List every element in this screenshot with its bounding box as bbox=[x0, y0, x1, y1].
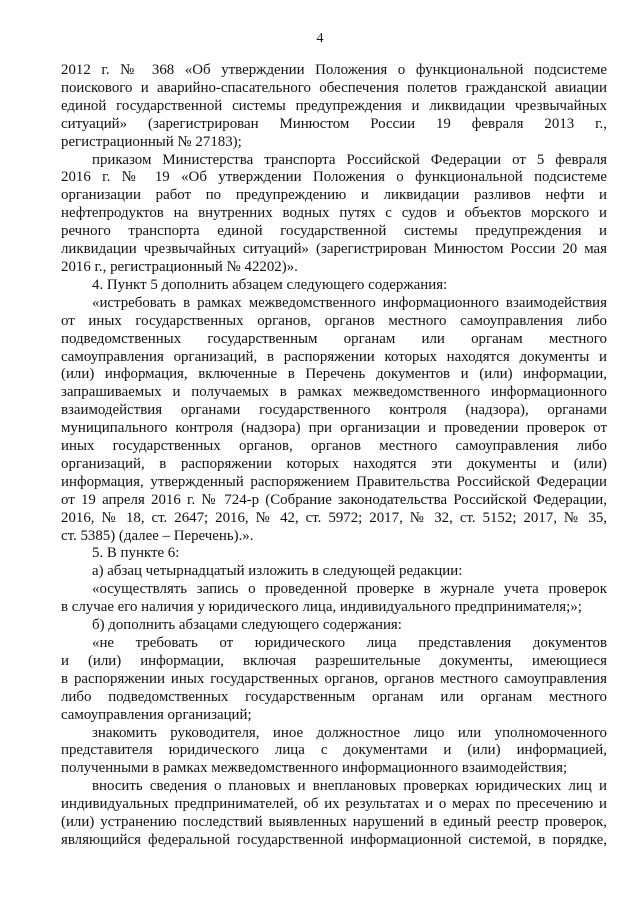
text-line: ситуаций» (зарегистрирован Минюстом России 19 февраля 2013 г., bbox=[61, 115, 607, 132]
paragraph-register-clause bbox=[61, 778, 607, 850]
text-line: 2016 г. № 19 «Об утверждении Положения о функциональной подсистеме bbox=[61, 169, 607, 186]
text-line: в случае его наличия у юридического лица, индивидуального предпринимателя;»; bbox=[61, 599, 582, 616]
text-line: и (или) информации, включая разрешительные документы, имеющиеся bbox=[61, 652, 607, 669]
text-line: 5. В пункте 6: bbox=[92, 545, 180, 562]
page-number: 4 bbox=[316, 31, 324, 46]
text-line: взаимодействия органами государственного контроля (надзора), органами bbox=[61, 402, 607, 419]
paragraph-request-clause bbox=[61, 295, 607, 546]
text-line: «осуществлять запись о проведенной проверке в журнале учета проверок bbox=[92, 581, 607, 598]
text-line: организаций, в распоряжении которых находятся эти документы и (или) bbox=[61, 455, 607, 472]
text-line: индивидуальных предпринимателей, об их результатах и о мерах по пресечению и bbox=[61, 796, 607, 813]
text-line: полученными в рамках межведомственного информационного взаимодействия; bbox=[61, 760, 568, 777]
text-line: представителя юридического лица с документами и (или) информацией, bbox=[61, 742, 607, 759]
text-line: от 19 апреля 2016 г. № 724-р (Собрание законодательства Российской Федерации, bbox=[61, 491, 607, 508]
paragraph-item-4 bbox=[61, 277, 607, 295]
text-line: самоуправления организаций; bbox=[61, 706, 252, 723]
text-line: приказом Министерства транспорта Российской Федерации от 5 февраля bbox=[92, 151, 607, 168]
text-line: б) дополнить абзацами следующего содержания: bbox=[92, 617, 402, 634]
text-line: являющийся федеральной государственной информационной системой, в порядке, bbox=[61, 831, 607, 848]
text-line: иных государственных органов, органов местного самоуправления либо bbox=[61, 438, 607, 455]
text-line: «истребовать в рамках межведомственного информационного взаимодействия bbox=[92, 294, 607, 311]
text-line: поискового и аварийно-спасательного обеспечения полетов гражданской авиации bbox=[61, 79, 607, 96]
paragraph-subitem-a bbox=[61, 563, 607, 581]
paragraph-order-mintrans bbox=[61, 152, 607, 277]
body-text bbox=[61, 62, 607, 850]
text-line: в распоряжении иных государственных органов, органов местного самоуправления bbox=[61, 670, 607, 687]
text-line: а) абзац четырнадцатый изложить в следующей редакции: bbox=[92, 563, 463, 580]
text-line: информация, утвержденный распоряжением Правительства Российской Федерации bbox=[61, 473, 607, 490]
text-line: «не требовать от юридического лица представления документов bbox=[92, 635, 607, 651]
text-line: 2012 г. № 368 «Об утверждении Положения о функциональной подсистеме bbox=[61, 62, 607, 78]
paragraph-record-clause bbox=[61, 581, 607, 617]
text-line: самоуправления организаций, в распоряжении которых находятся документы и bbox=[61, 348, 607, 365]
text-line: регистрационный № 27183); bbox=[61, 133, 242, 150]
text-line: от иных государственных органов, органов местного самоуправления либо bbox=[61, 312, 607, 329]
text-line: запрашиваемых и получаемых в рамках межведомственного информационного bbox=[61, 384, 607, 401]
text-line: знакомить руководителя, иное должностное лицо или уполномоченного bbox=[92, 724, 607, 741]
text-line: речного транспорта единой государственной системы предупреждения и bbox=[61, 223, 607, 240]
text-line: ликвидации чрезвычайных ситуаций» (зарегистрирован Минюстом России 20 мая bbox=[61, 241, 607, 258]
text-line: 2016 г., регистрационный № 42202)». bbox=[61, 258, 298, 275]
text-line: муниципального контроля (надзора) при организации и проведении проверок от bbox=[61, 420, 607, 437]
text-line: ст. 5385) (далее – Перечень).». bbox=[61, 527, 254, 544]
text-line: подведомственных государственным органам или органам местного bbox=[61, 330, 607, 347]
paragraph-acquaint-clause bbox=[61, 725, 607, 779]
paragraph-continuation-order-368 bbox=[61, 62, 607, 152]
text-line: 2016, № 18, ст. 2647; 2016, № 42, ст. 5972; 2017, № 32, ст. 5152; 2017, № 35, bbox=[61, 509, 607, 526]
paragraph-item-5 bbox=[61, 545, 607, 563]
text-line: вносить сведения о плановых и внеплановых проверках юридических лиц и bbox=[92, 778, 607, 795]
text-line: нефтепродуктов на внутренних водных путях с судов и объектов морского и bbox=[61, 205, 607, 222]
paragraph-no-require-clause bbox=[61, 635, 607, 725]
text-line: (или) информация, включенные в Перечень документов и (или) информации, bbox=[61, 366, 607, 383]
text-line: 4. Пункт 5 дополнить абзацем следующего содержания: bbox=[92, 276, 448, 293]
text-line: либо подведомственных государственным органам или органам местного bbox=[61, 688, 607, 705]
text-line: единой государственной системы предупреждения и ликвидации чрезвычайных bbox=[61, 97, 607, 114]
text-line: организации работ по предупреждению и ликвидации разливов нефти и bbox=[61, 187, 607, 204]
text-line: (или) устранению последствий выявленных нарушений в единый реестр проверок, bbox=[61, 814, 607, 831]
paragraph-subitem-b bbox=[61, 617, 607, 635]
